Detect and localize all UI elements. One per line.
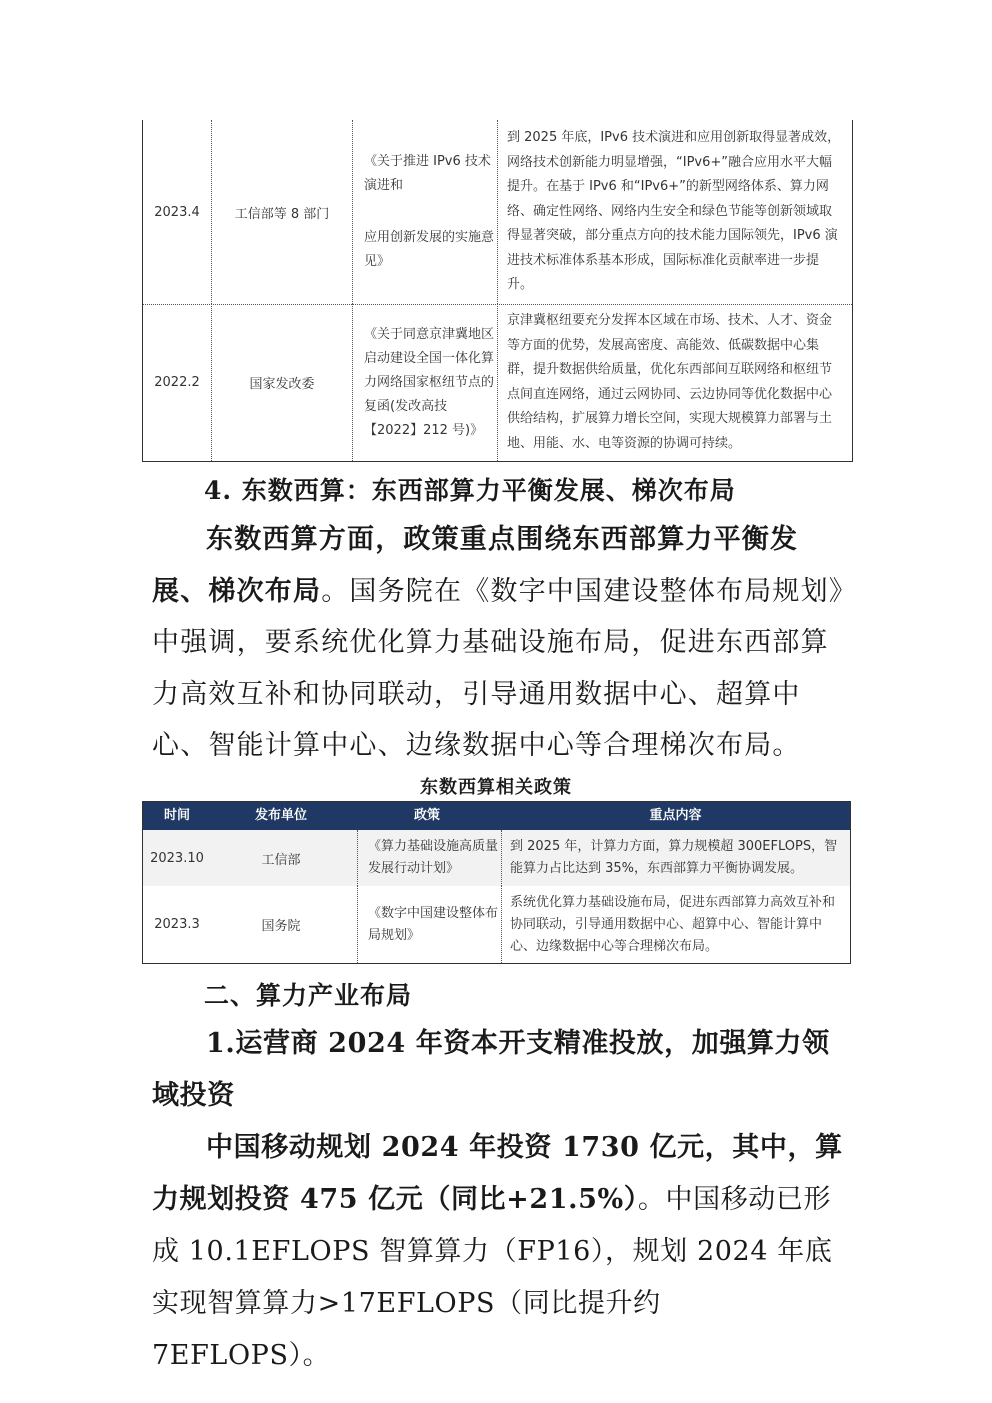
paragraph-bold-lead: 东数西算方面，政策重点围绕东西部算力平衡发展、梯次布局 bbox=[152, 524, 799, 607]
header-unit: 发布单位 bbox=[254, 808, 307, 823]
policy-table-continued bbox=[142, 120, 853, 462]
row-policy: 《算力基础设施高质量发展行动计划》 bbox=[357, 830, 502, 886]
table-row bbox=[143, 886, 850, 963]
row-content: 系统优化算力基础设施布局，促进东西部算力高效互补和协同联动，引导通用数据中心、超算中心、智能计算中心、边缘数据中心等合理梯次布局。 bbox=[501, 886, 850, 963]
row-content: 到 2025 年底，IPv6 技术演进和应用创新取得显著成效，网络技术创新能力明显增强，“IPv6+”融合应用水平大幅提升。在基于 IPv6 和“IPv6+”的新型网络体系、算力网络、确定性网络、网络内生安全和绿色节能等创新领域取得显著突破，部分重点方向的技术能力国际领先，IPv6 演进技术标准体系基本形成，国际标准化贡献率进一步提升。 bbox=[497, 120, 852, 304]
east-data-west-compute-table bbox=[142, 801, 851, 964]
table-row bbox=[143, 304, 852, 461]
row-policy-cell bbox=[352, 830, 502, 886]
row-unit: 工信部等 8 部门 bbox=[211, 120, 353, 304]
header-time: 时间 bbox=[163, 808, 190, 823]
row-policy-text: 《关于同意京津冀地区启动建设全国一体化算力网络国家枢纽节点的复函(发改高技【2022】212 号)》 bbox=[364, 326, 495, 438]
row-policy-cell bbox=[352, 886, 502, 963]
row-content: 京津冀枢纽要充分发挥本区域在市场、技术、人才、资金等方面的优势，发展高密度、高能效、低碳数据中心集群，提升数据供给质量，优化东西部间互联网络和枢纽节点间直连网络，通过云网协同、云边协同等优化数据中心供给结构，扩展算力增长空间，实现大规模算力部署与土地、用能、水、电等资源的协调可持续。 bbox=[497, 304, 852, 461]
row-time: 2022.2 bbox=[154, 375, 200, 390]
header-policy: 政策 bbox=[413, 808, 440, 823]
table-row bbox=[143, 830, 850, 886]
row-time: 2023.3 bbox=[154, 917, 200, 932]
table-title: 东数西算相关政策 bbox=[420, 777, 572, 798]
body-paragraph bbox=[152, 514, 848, 772]
section-heading: 4. 东数西算：东西部算力平衡发展、梯次布局 bbox=[204, 476, 736, 505]
paragraph-text: 。国务院在《数字中国建设整体布局规划》中强调，要系统优化算力基础设施布局，促进东西部算力高效互补和协同联动，引导通用数据中心、超算中心、智能计算中心、边缘数据中心等合理梯次布局。 bbox=[152, 575, 844, 761]
row-policy bbox=[352, 120, 497, 304]
row-policy bbox=[352, 304, 497, 461]
header-content: 重点内容 bbox=[649, 808, 702, 823]
row-policy-line1: 《关于推进 IPv6 技术演进和 bbox=[364, 154, 491, 193]
paragraph-bold-lead: 中国移动规划 2024 年投资 1730 亿元，其中，算力规划投资 475 亿元（同比+21.5%） bbox=[152, 1132, 843, 1215]
row-policy: 《数字中国建设整体布局规划》 bbox=[357, 886, 502, 963]
table-header bbox=[143, 802, 850, 830]
subheading-bold: 1.运营商 2024 年资本开支精准投放，加强算力领域投资 bbox=[152, 1028, 830, 1111]
row-content: 到 2025 年，计算力方面，算力规模超 300EFLOPS，智能算力占比达到 35%，东西部算力平衡协调发展。 bbox=[501, 830, 850, 886]
body-paragraph-2 bbox=[152, 1018, 848, 1382]
row-time: 2023.4 bbox=[154, 204, 200, 220]
row-unit: 国家发改委 bbox=[211, 304, 353, 461]
row-unit: 工信部 bbox=[261, 852, 301, 868]
table-row bbox=[143, 120, 852, 305]
row-time: 2023.10 bbox=[150, 850, 204, 866]
chapter-heading: 二、算力产业布局 bbox=[204, 981, 413, 1010]
row-policy-line2: 应用创新发展的实施意见》 bbox=[364, 230, 495, 269]
paragraph-text: 。中国移动已形成 10.1EFLOPS 智算算力（FP16），规划 2024 年底实现智算算力>17EFLOPS（同比提升约 7EFLOPS）。 bbox=[152, 1184, 833, 1371]
row-unit: 国务院 bbox=[261, 919, 301, 934]
